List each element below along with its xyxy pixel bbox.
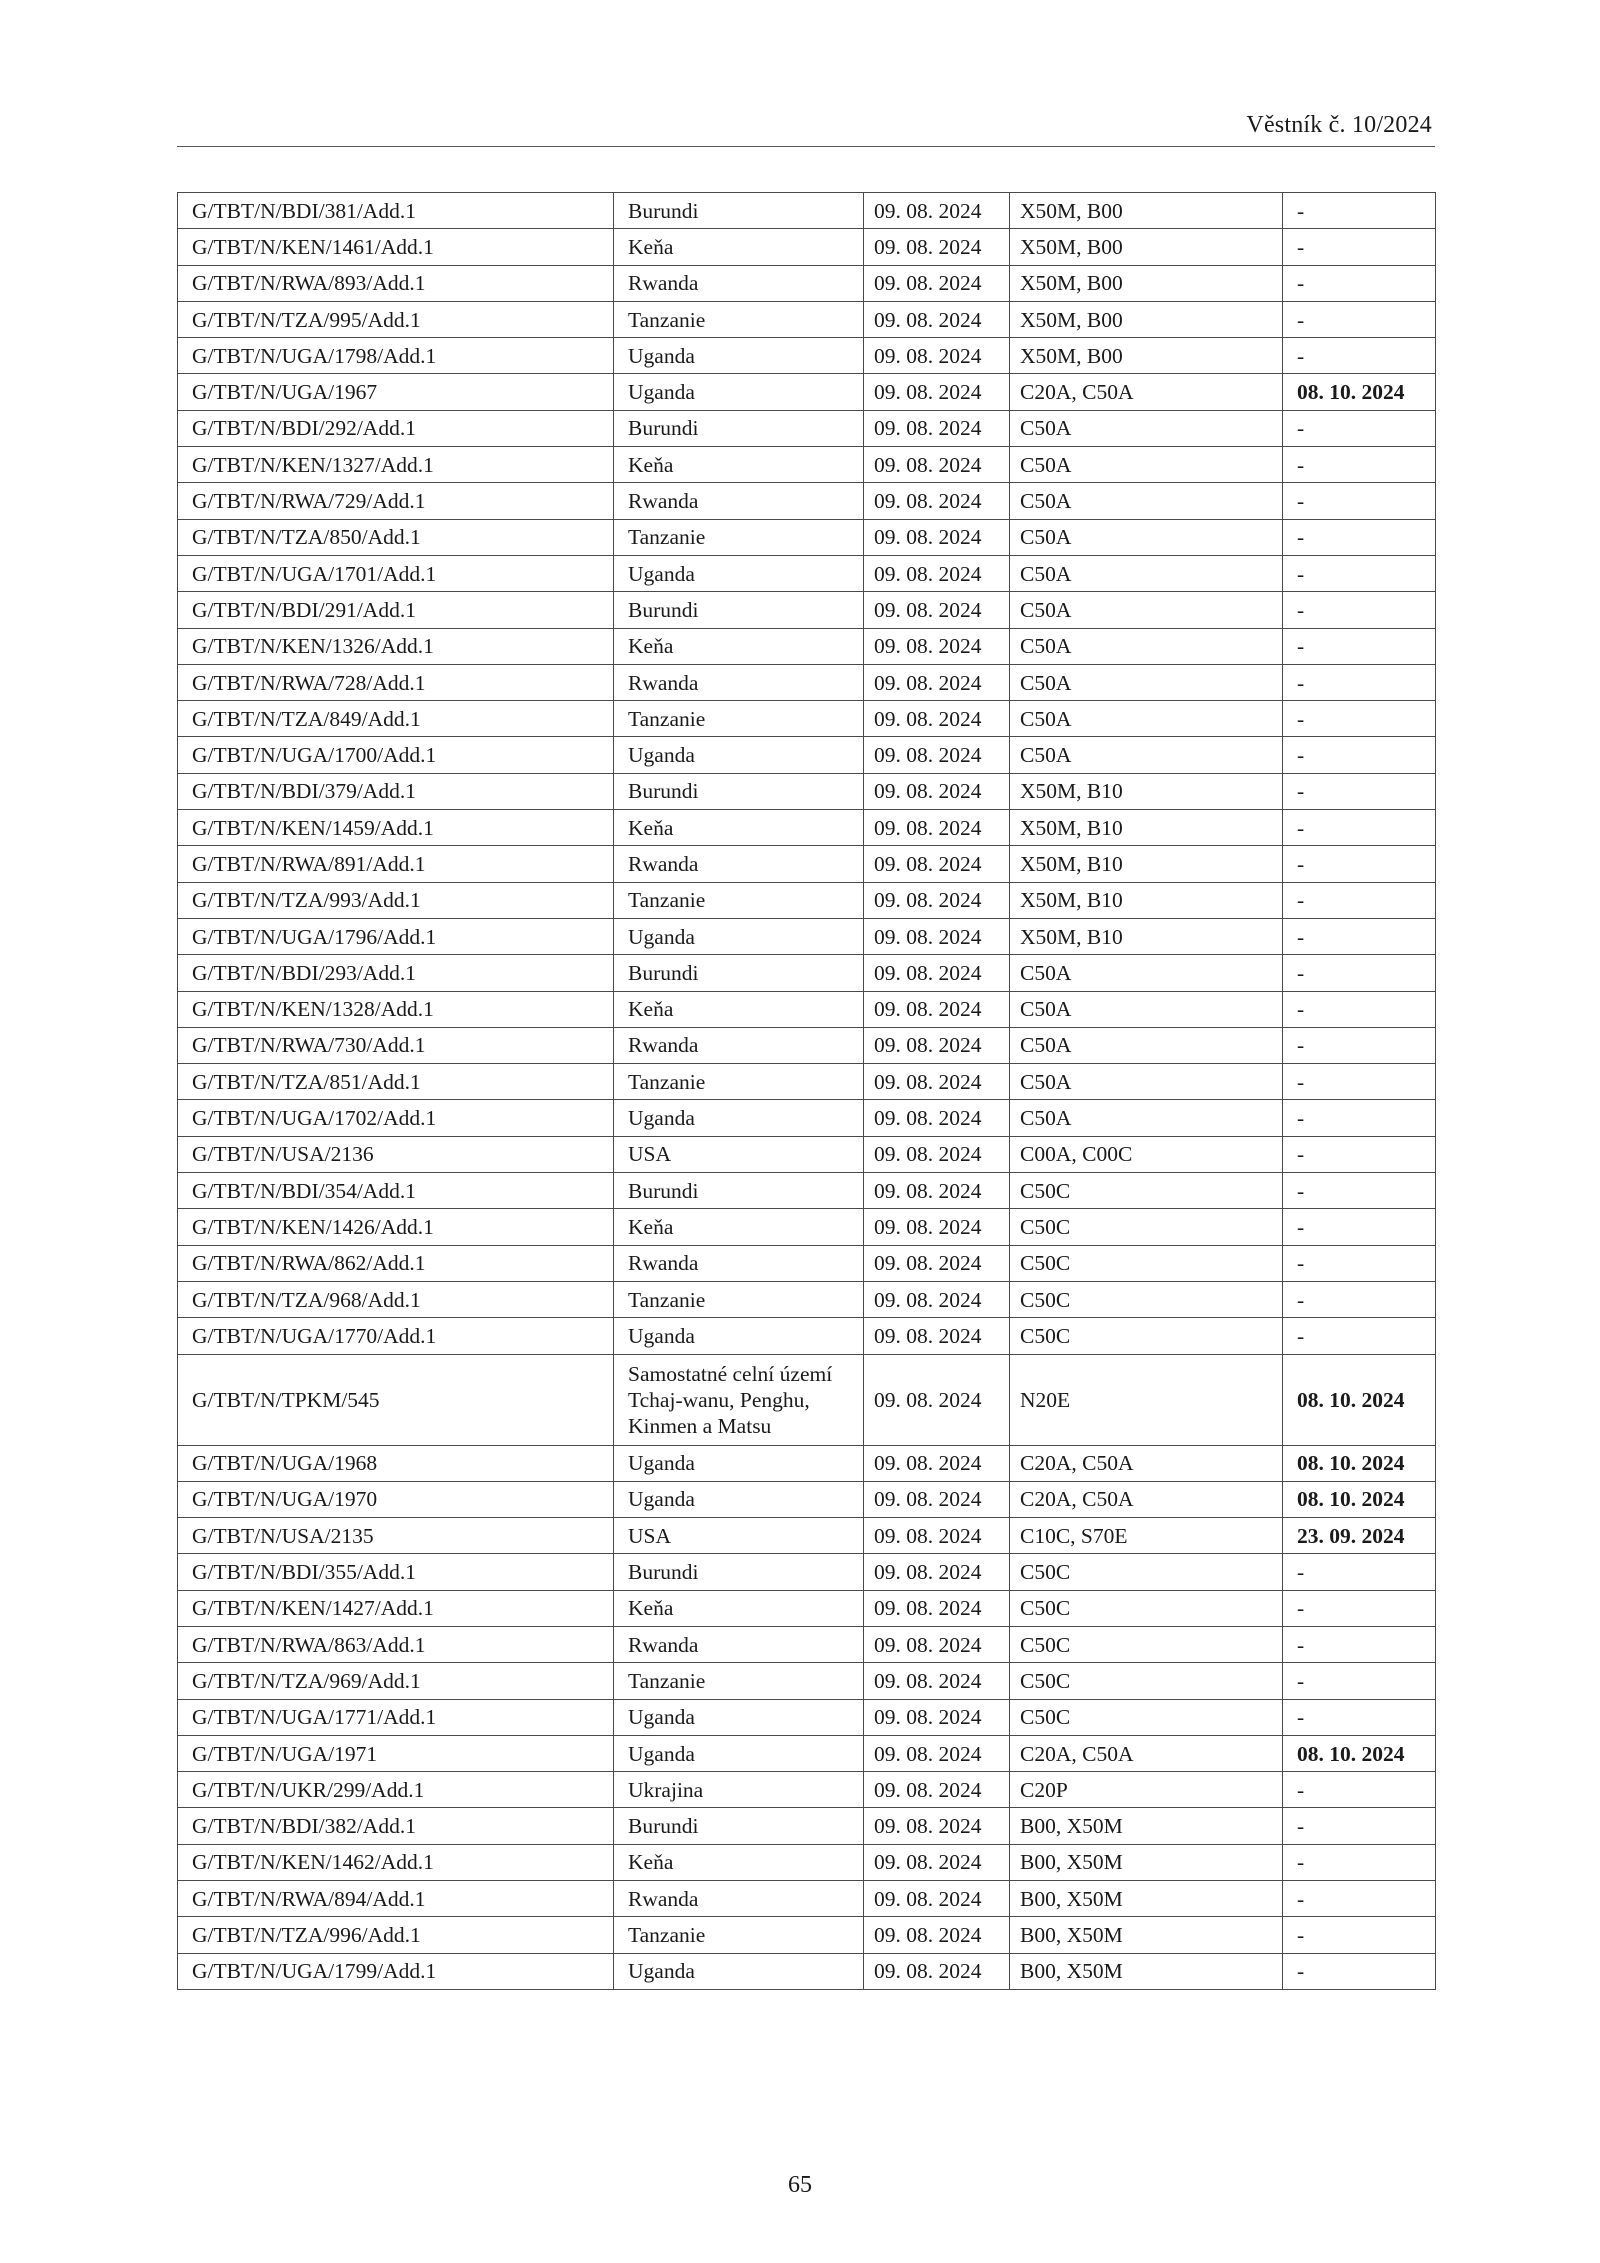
- document-symbol-cell: G/TBT/N/USA/2136: [178, 1136, 614, 1172]
- table-row: [178, 447, 1436, 483]
- table-row: [178, 1518, 1436, 1554]
- distribution-date-cell: 09. 08. 2024: [864, 1663, 1010, 1699]
- distribution-date-cell: 09. 08. 2024: [864, 483, 1010, 519]
- table-row: [178, 229, 1436, 265]
- table-row: [178, 1209, 1436, 1245]
- country-cell: Uganda: [614, 1953, 864, 1989]
- comment-deadline-cell: 08. 10. 2024: [1283, 1445, 1436, 1481]
- table-row: [178, 1445, 1436, 1481]
- table-row: [178, 1136, 1436, 1172]
- comment-deadline-cell: -: [1283, 1136, 1436, 1172]
- document-symbol-cell: G/TBT/N/RWA/893/Add.1: [178, 265, 614, 301]
- product-codes-cell: B00, X50M: [1010, 1808, 1283, 1844]
- product-codes-cell: X50M, B00: [1010, 193, 1283, 229]
- table-row: [178, 338, 1436, 374]
- distribution-date-cell: 09. 08. 2024: [864, 229, 1010, 265]
- document-symbol-cell: G/TBT/N/KEN/1328/Add.1: [178, 991, 614, 1027]
- comment-deadline-cell: -: [1283, 1772, 1436, 1808]
- comment-deadline-cell: 23. 09. 2024: [1283, 1518, 1436, 1554]
- document-symbol-cell: G/TBT/N/BDI/292/Add.1: [178, 410, 614, 446]
- document-symbol-cell: G/TBT/N/TZA/993/Add.1: [178, 882, 614, 918]
- document-symbol-cell: G/TBT/N/UGA/1702/Add.1: [178, 1100, 614, 1136]
- product-codes-cell: C50C: [1010, 1699, 1283, 1735]
- table-row: [178, 1772, 1436, 1808]
- document-symbol-cell: G/TBT/N/RWA/891/Add.1: [178, 846, 614, 882]
- table-row: [178, 1699, 1436, 1735]
- distribution-date-cell: 09. 08. 2024: [864, 374, 1010, 410]
- distribution-date-cell: 09. 08. 2024: [864, 737, 1010, 773]
- country-cell: Uganda: [614, 1445, 864, 1481]
- document-symbol-cell: G/TBT/N/BDI/293/Add.1: [178, 955, 614, 991]
- product-codes-cell: C50A: [1010, 1027, 1283, 1063]
- product-codes-cell: C50A: [1010, 955, 1283, 991]
- country-cell: Keňa: [614, 810, 864, 846]
- country-cell: USA: [614, 1518, 864, 1554]
- comment-deadline-cell: -: [1283, 519, 1436, 555]
- table-row: [178, 1554, 1436, 1590]
- distribution-date-cell: 09. 08. 2024: [864, 1772, 1010, 1808]
- comment-deadline-cell: -: [1283, 701, 1436, 737]
- country-cell: Tanzanie: [614, 301, 864, 337]
- comment-deadline-cell: -: [1283, 991, 1436, 1027]
- product-codes-cell: C50A: [1010, 1100, 1283, 1136]
- country-cell: Rwanda: [614, 1626, 864, 1662]
- product-codes-cell: X50M, B00: [1010, 301, 1283, 337]
- product-codes-cell: X50M, B00: [1010, 265, 1283, 301]
- product-codes-cell: C50A: [1010, 483, 1283, 519]
- comment-deadline-cell: -: [1283, 918, 1436, 954]
- document-symbol-cell: G/TBT/N/TZA/968/Add.1: [178, 1281, 614, 1317]
- comment-deadline-cell: -: [1283, 628, 1436, 664]
- comment-deadline-cell: -: [1283, 1953, 1436, 1989]
- table-row: [178, 483, 1436, 519]
- distribution-date-cell: 09. 08. 2024: [864, 1626, 1010, 1662]
- document-symbol-cell: G/TBT/N/UGA/1967: [178, 374, 614, 410]
- distribution-date-cell: 09. 08. 2024: [864, 1445, 1010, 1481]
- document-symbol-cell: G/TBT/N/UGA/1968: [178, 1445, 614, 1481]
- comment-deadline-cell: -: [1283, 1173, 1436, 1209]
- distribution-date-cell: 09. 08. 2024: [864, 1064, 1010, 1100]
- document-symbol-cell: G/TBT/N/KEN/1326/Add.1: [178, 628, 614, 664]
- comment-deadline-cell: -: [1283, 1626, 1436, 1662]
- country-cell: Burundi: [614, 773, 864, 809]
- distribution-date-cell: 09. 08. 2024: [864, 1027, 1010, 1063]
- comment-deadline-cell: -: [1283, 1590, 1436, 1626]
- distribution-date-cell: 09. 08. 2024: [864, 265, 1010, 301]
- country-cell: Keňa: [614, 229, 864, 265]
- country-cell: Rwanda: [614, 1881, 864, 1917]
- distribution-date-cell: 09. 08. 2024: [864, 1917, 1010, 1953]
- document-symbol-cell: G/TBT/N/UGA/1701/Add.1: [178, 555, 614, 591]
- document-symbol-cell: G/TBT/N/BDI/382/Add.1: [178, 1808, 614, 1844]
- document-symbol-cell: G/TBT/N/UGA/1798/Add.1: [178, 338, 614, 374]
- comment-deadline-cell: 08. 10. 2024: [1283, 374, 1436, 410]
- table-row: [178, 991, 1436, 1027]
- comment-deadline-cell: -: [1283, 555, 1436, 591]
- distribution-date-cell: 09. 08. 2024: [864, 301, 1010, 337]
- table-row: [178, 1590, 1436, 1626]
- table-row: [178, 918, 1436, 954]
- distribution-date-cell: 09. 08. 2024: [864, 810, 1010, 846]
- document-symbol-cell: G/TBT/N/BDI/354/Add.1: [178, 1173, 614, 1209]
- country-cell: Uganda: [614, 1735, 864, 1771]
- country-cell: USA: [614, 1136, 864, 1172]
- country-cell: Uganda: [614, 1699, 864, 1735]
- product-codes-cell: C50C: [1010, 1173, 1283, 1209]
- product-codes-cell: C20A, C50A: [1010, 1445, 1283, 1481]
- product-codes-cell: C20A, C50A: [1010, 374, 1283, 410]
- country-cell: Uganda: [614, 374, 864, 410]
- comment-deadline-cell: 08. 10. 2024: [1283, 1481, 1436, 1517]
- document-symbol-cell: G/TBT/N/UGA/1770/Add.1: [178, 1318, 614, 1354]
- distribution-date-cell: 09. 08. 2024: [864, 1354, 1010, 1445]
- comment-deadline-cell: -: [1283, 1027, 1436, 1063]
- document-symbol-cell: G/TBT/N/RWA/730/Add.1: [178, 1027, 614, 1063]
- document-symbol-cell: G/TBT/N/USA/2135: [178, 1518, 614, 1554]
- comment-deadline-cell: -: [1283, 882, 1436, 918]
- product-codes-cell: C50A: [1010, 991, 1283, 1027]
- table-row: [178, 1917, 1436, 1953]
- comment-deadline-cell: -: [1283, 955, 1436, 991]
- country-cell: Burundi: [614, 1808, 864, 1844]
- distribution-date-cell: 09. 08. 2024: [864, 664, 1010, 700]
- country-cell: Uganda: [614, 555, 864, 591]
- document-symbol-cell: G/TBT/N/TZA/850/Add.1: [178, 519, 614, 555]
- comment-deadline-cell: -: [1283, 301, 1436, 337]
- distribution-date-cell: 09. 08. 2024: [864, 1699, 1010, 1735]
- product-codes-cell: X50M, B10: [1010, 810, 1283, 846]
- product-codes-cell: X50M, B00: [1010, 338, 1283, 374]
- table-row: [178, 1626, 1436, 1662]
- comment-deadline-cell: -: [1283, 1064, 1436, 1100]
- document-symbol-cell: G/TBT/N/KEN/1327/Add.1: [178, 447, 614, 483]
- comment-deadline-cell: -: [1283, 1318, 1436, 1354]
- country-cell: Burundi: [614, 1554, 864, 1590]
- comment-deadline-cell: -: [1283, 1808, 1436, 1844]
- distribution-date-cell: 09. 08. 2024: [864, 592, 1010, 628]
- table-row: [178, 555, 1436, 591]
- comment-deadline-cell: -: [1283, 1100, 1436, 1136]
- table-row: [178, 265, 1436, 301]
- table-row: [178, 628, 1436, 664]
- table-row: [178, 1953, 1436, 1989]
- document-symbol-cell: G/TBT/N/KEN/1427/Add.1: [178, 1590, 614, 1626]
- distribution-date-cell: 09. 08. 2024: [864, 1100, 1010, 1136]
- comment-deadline-cell: -: [1283, 1917, 1436, 1953]
- distribution-date-cell: 09. 08. 2024: [864, 519, 1010, 555]
- table-row: [178, 1027, 1436, 1063]
- country-cell: Tanzanie: [614, 701, 864, 737]
- distribution-date-cell: 09. 08. 2024: [864, 410, 1010, 446]
- notification-table: [177, 192, 1436, 1990]
- product-codes-cell: C50A: [1010, 664, 1283, 700]
- country-cell: Uganda: [614, 918, 864, 954]
- table-row: [178, 410, 1436, 446]
- notification-table-body: [178, 193, 1436, 1990]
- product-codes-cell: C50A: [1010, 628, 1283, 664]
- table-row: [178, 1318, 1436, 1354]
- table-row: [178, 846, 1436, 882]
- distribution-date-cell: 09. 08. 2024: [864, 846, 1010, 882]
- comment-deadline-cell: -: [1283, 1663, 1436, 1699]
- distribution-date-cell: 09. 08. 2024: [864, 1318, 1010, 1354]
- comment-deadline-cell: 08. 10. 2024: [1283, 1354, 1436, 1445]
- product-codes-cell: C20A, C50A: [1010, 1481, 1283, 1517]
- table-row: [178, 737, 1436, 773]
- page-header-title: Věstník č. 10/2024: [1246, 112, 1432, 138]
- table-row: [178, 193, 1436, 229]
- country-cell: Tanzanie: [614, 1917, 864, 1953]
- product-codes-cell: X50M, B10: [1010, 846, 1283, 882]
- table-row: [178, 1281, 1436, 1317]
- product-codes-cell: C00A, C00C: [1010, 1136, 1283, 1172]
- document-symbol-cell: G/TBT/N/BDI/291/Add.1: [178, 592, 614, 628]
- product-codes-cell: C50C: [1010, 1554, 1283, 1590]
- product-codes-cell: C50A: [1010, 737, 1283, 773]
- table-row: [178, 519, 1436, 555]
- distribution-date-cell: 09. 08. 2024: [864, 1136, 1010, 1172]
- table-row: [178, 1481, 1436, 1517]
- country-cell: Rwanda: [614, 846, 864, 882]
- distribution-date-cell: 09. 08. 2024: [864, 1554, 1010, 1590]
- table-row: [178, 701, 1436, 737]
- country-cell: Rwanda: [614, 1245, 864, 1281]
- country-cell: Burundi: [614, 592, 864, 628]
- comment-deadline-cell: -: [1283, 592, 1436, 628]
- product-codes-cell: C50A: [1010, 1064, 1283, 1100]
- document-symbol-cell: G/TBT/N/UGA/1700/Add.1: [178, 737, 614, 773]
- country-cell: Uganda: [614, 737, 864, 773]
- distribution-date-cell: 09. 08. 2024: [864, 1518, 1010, 1554]
- product-codes-cell: B00, X50M: [1010, 1881, 1283, 1917]
- distribution-date-cell: 09. 08. 2024: [864, 338, 1010, 374]
- table-row: [178, 1881, 1436, 1917]
- table-row: [178, 1808, 1436, 1844]
- product-codes-cell: X50M, B10: [1010, 773, 1283, 809]
- comment-deadline-cell: -: [1283, 1699, 1436, 1735]
- distribution-date-cell: 09. 08. 2024: [864, 1209, 1010, 1245]
- comment-deadline-cell: -: [1283, 1881, 1436, 1917]
- table-row: [178, 1663, 1436, 1699]
- country-cell: Tanzanie: [614, 1281, 864, 1317]
- product-codes-cell: C50C: [1010, 1245, 1283, 1281]
- comment-deadline-cell: -: [1283, 773, 1436, 809]
- comment-deadline-cell: -: [1283, 193, 1436, 229]
- comment-deadline-cell: -: [1283, 1281, 1436, 1317]
- product-codes-cell: X50M, B00: [1010, 229, 1283, 265]
- country-cell: Burundi: [614, 193, 864, 229]
- table-row: [178, 955, 1436, 991]
- product-codes-cell: C50C: [1010, 1590, 1283, 1626]
- document-symbol-cell: G/TBT/N/KEN/1459/Add.1: [178, 810, 614, 846]
- product-codes-cell: X50M, B10: [1010, 882, 1283, 918]
- distribution-date-cell: 09. 08. 2024: [864, 1590, 1010, 1626]
- distribution-date-cell: 09. 08. 2024: [864, 773, 1010, 809]
- comment-deadline-cell: -: [1283, 664, 1436, 700]
- comment-deadline-cell: -: [1283, 737, 1436, 773]
- document-symbol-cell: G/TBT/N/TZA/995/Add.1: [178, 301, 614, 337]
- distribution-date-cell: 09. 08. 2024: [864, 447, 1010, 483]
- distribution-date-cell: 09. 08. 2024: [864, 1953, 1010, 1989]
- country-cell: Keňa: [614, 1844, 864, 1880]
- product-codes-cell: C50A: [1010, 592, 1283, 628]
- country-cell: Uganda: [614, 338, 864, 374]
- page-number: 65: [788, 2172, 812, 2198]
- document-symbol-cell: G/TBT/N/UGA/1971: [178, 1735, 614, 1771]
- distribution-date-cell: 09. 08. 2024: [864, 628, 1010, 664]
- distribution-date-cell: 09. 08. 2024: [864, 1881, 1010, 1917]
- distribution-date-cell: 09. 08. 2024: [864, 1735, 1010, 1771]
- country-cell: Keňa: [614, 1590, 864, 1626]
- table-row: [178, 1173, 1436, 1209]
- product-codes-cell: C50C: [1010, 1281, 1283, 1317]
- country-cell: Samostatné celní území Tchaj-wanu, Penghu, Kinmen a Matsu: [614, 1354, 864, 1445]
- document-symbol-cell: G/TBT/N/RWA/894/Add.1: [178, 1881, 614, 1917]
- comment-deadline-cell: -: [1283, 483, 1436, 519]
- table-row: [178, 1064, 1436, 1100]
- product-codes-cell: C50C: [1010, 1626, 1283, 1662]
- comment-deadline-cell: -: [1283, 447, 1436, 483]
- country-cell: Ukrajina: [614, 1772, 864, 1808]
- table-row: [178, 664, 1436, 700]
- product-codes-cell: B00, X50M: [1010, 1844, 1283, 1880]
- distribution-date-cell: 09. 08. 2024: [864, 1173, 1010, 1209]
- document-symbol-cell: G/TBT/N/RWA/863/Add.1: [178, 1626, 614, 1662]
- country-cell: Tanzanie: [614, 882, 864, 918]
- comment-deadline-cell: -: [1283, 846, 1436, 882]
- document-symbol-cell: G/TBT/N/RWA/728/Add.1: [178, 664, 614, 700]
- document-symbol-cell: G/TBT/N/KEN/1462/Add.1: [178, 1844, 614, 1880]
- document-symbol-cell: G/TBT/N/TPKM/545: [178, 1354, 614, 1445]
- distribution-date-cell: 09. 08. 2024: [864, 918, 1010, 954]
- table-row: [178, 1245, 1436, 1281]
- country-cell: Rwanda: [614, 265, 864, 301]
- document-symbol-cell: G/TBT/N/KEN/1426/Add.1: [178, 1209, 614, 1245]
- distribution-date-cell: 09. 08. 2024: [864, 955, 1010, 991]
- country-cell: Keňa: [614, 628, 864, 664]
- product-codes-cell: B00, X50M: [1010, 1953, 1283, 1989]
- document-symbol-cell: G/TBT/N/UGA/1970: [178, 1481, 614, 1517]
- country-cell: Rwanda: [614, 664, 864, 700]
- table-row: [178, 1844, 1436, 1880]
- table-row: [178, 773, 1436, 809]
- comment-deadline-cell: -: [1283, 265, 1436, 301]
- comment-deadline-cell: -: [1283, 410, 1436, 446]
- header-rule: [177, 146, 1435, 147]
- table-row: [178, 374, 1436, 410]
- country-cell: Tanzanie: [614, 519, 864, 555]
- document-symbol-cell: G/TBT/N/BDI/381/Add.1: [178, 193, 614, 229]
- distribution-date-cell: 09. 08. 2024: [864, 701, 1010, 737]
- document-symbol-cell: G/TBT/N/TZA/969/Add.1: [178, 1663, 614, 1699]
- country-cell: Uganda: [614, 1100, 864, 1136]
- document-symbol-cell: G/TBT/N/BDI/379/Add.1: [178, 773, 614, 809]
- document-symbol-cell: G/TBT/N/RWA/862/Add.1: [178, 1245, 614, 1281]
- product-codes-cell: C50A: [1010, 447, 1283, 483]
- product-codes-cell: B00, X50M: [1010, 1917, 1283, 1953]
- comment-deadline-cell: -: [1283, 338, 1436, 374]
- product-codes-cell: C50C: [1010, 1663, 1283, 1699]
- distribution-date-cell: 09. 08. 2024: [864, 991, 1010, 1027]
- product-codes-cell: C50A: [1010, 519, 1283, 555]
- product-codes-cell: C20A, C50A: [1010, 1735, 1283, 1771]
- product-codes-cell: C50C: [1010, 1318, 1283, 1354]
- document-symbol-cell: G/TBT/N/RWA/729/Add.1: [178, 483, 614, 519]
- distribution-date-cell: 09. 08. 2024: [864, 1481, 1010, 1517]
- table-row: [178, 1100, 1436, 1136]
- document-symbol-cell: G/TBT/N/UKR/299/Add.1: [178, 1772, 614, 1808]
- document-symbol-cell: G/TBT/N/BDI/355/Add.1: [178, 1554, 614, 1590]
- country-cell: Uganda: [614, 1318, 864, 1354]
- country-cell: Tanzanie: [614, 1064, 864, 1100]
- product-codes-cell: C10C, S70E: [1010, 1518, 1283, 1554]
- document-symbol-cell: G/TBT/N/TZA/849/Add.1: [178, 701, 614, 737]
- country-cell: Keňa: [614, 991, 864, 1027]
- distribution-date-cell: 09. 08. 2024: [864, 1281, 1010, 1317]
- product-codes-cell: X50M, B10: [1010, 918, 1283, 954]
- document-symbol-cell: G/TBT/N/UGA/1771/Add.1: [178, 1699, 614, 1735]
- distribution-date-cell: 09. 08. 2024: [864, 193, 1010, 229]
- document-symbol-cell: G/TBT/N/KEN/1461/Add.1: [178, 229, 614, 265]
- distribution-date-cell: 09. 08. 2024: [864, 555, 1010, 591]
- country-cell: Rwanda: [614, 483, 864, 519]
- distribution-date-cell: 09. 08. 2024: [864, 1844, 1010, 1880]
- country-cell: Uganda: [614, 1481, 864, 1517]
- comment-deadline-cell: -: [1283, 810, 1436, 846]
- comment-deadline-cell: -: [1283, 1245, 1436, 1281]
- product-codes-cell: C50A: [1010, 555, 1283, 591]
- country-cell: Burundi: [614, 410, 864, 446]
- country-cell: Burundi: [614, 1173, 864, 1209]
- product-codes-cell: N20E: [1010, 1354, 1283, 1445]
- comment-deadline-cell: -: [1283, 229, 1436, 265]
- table-row: [178, 1735, 1436, 1771]
- product-codes-cell: C50A: [1010, 701, 1283, 737]
- country-cell: Keňa: [614, 447, 864, 483]
- table-row: [178, 301, 1436, 337]
- document-symbol-cell: G/TBT/N/UGA/1799/Add.1: [178, 1953, 614, 1989]
- product-codes-cell: C50C: [1010, 1209, 1283, 1245]
- country-cell: Rwanda: [614, 1027, 864, 1063]
- table-row: [178, 1354, 1436, 1445]
- document-symbol-cell: G/TBT/N/TZA/851/Add.1: [178, 1064, 614, 1100]
- comment-deadline-cell: -: [1283, 1209, 1436, 1245]
- comment-deadline-cell: 08. 10. 2024: [1283, 1735, 1436, 1771]
- country-cell: Burundi: [614, 955, 864, 991]
- table-row: [178, 592, 1436, 628]
- comment-deadline-cell: -: [1283, 1554, 1436, 1590]
- country-cell: Keňa: [614, 1209, 864, 1245]
- table-row: [178, 882, 1436, 918]
- product-codes-cell: C50A: [1010, 410, 1283, 446]
- document-symbol-cell: G/TBT/N/UGA/1796/Add.1: [178, 918, 614, 954]
- product-codes-cell: C20P: [1010, 1772, 1283, 1808]
- document-symbol-cell: G/TBT/N/TZA/996/Add.1: [178, 1917, 614, 1953]
- table-row: [178, 810, 1436, 846]
- distribution-date-cell: 09. 08. 2024: [864, 882, 1010, 918]
- distribution-date-cell: 09. 08. 2024: [864, 1808, 1010, 1844]
- distribution-date-cell: 09. 08. 2024: [864, 1245, 1010, 1281]
- comment-deadline-cell: -: [1283, 1844, 1436, 1880]
- country-cell: Tanzanie: [614, 1663, 864, 1699]
